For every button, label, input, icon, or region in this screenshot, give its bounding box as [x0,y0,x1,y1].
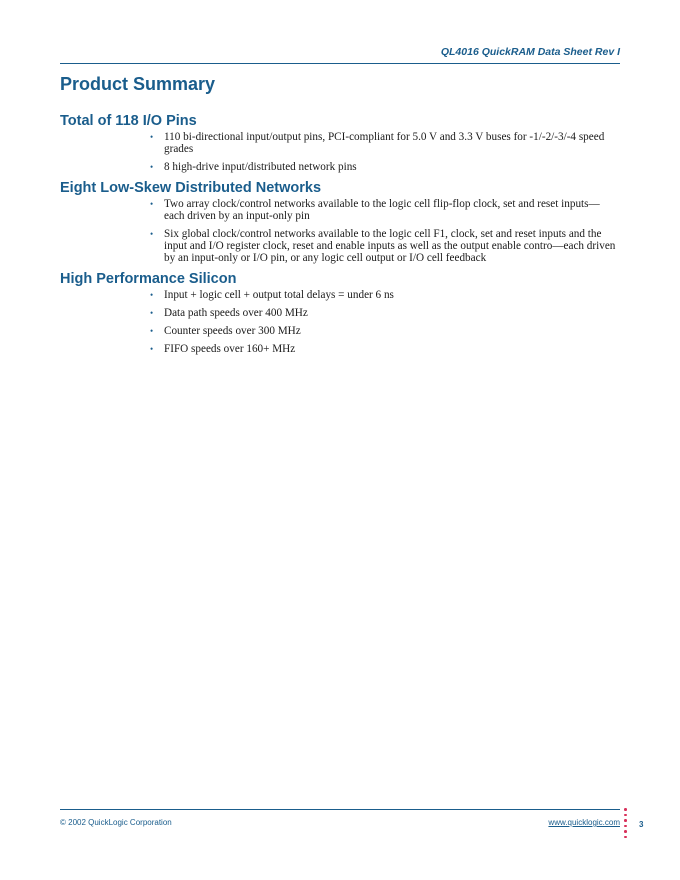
decorative-dots-icon [624,808,628,838]
content [60,112,620,362]
section-heading: High Performance Silicon [60,271,237,288]
bullet-icon: • [150,161,154,172]
section-networks [60,179,620,264]
bullet-icon: • [150,132,154,142]
footer-copyright: © 2002 QuickLogic Corporation [60,818,172,827]
bullet-icon: • [150,325,154,336]
list-item-text: 110 bi-directional input/output pins, PCI-compliant for 5.0 V and 3.3 V buses for -1/-2/-3/-4 speed grades [164,131,605,155]
list-item-text: Two array clock/control networks available to the logic cell flip-flop clock, set and reset inputs—each driven by an input-only pin [164,198,600,223]
list-item [150,290,620,302]
bullet-icon: • [150,290,154,301]
header-title: QL4016 QuickRAM Data Sheet Rev I [440,46,620,58]
bullet-icon: • [150,199,154,210]
bullet-list [60,132,620,173]
list-item [150,132,620,156]
header-divider [60,63,620,64]
list-item [150,326,620,338]
footer-divider [60,809,620,810]
list-item-text: Counter speeds over 300 MHz [164,324,301,337]
list-item-text: Input + logic cell + output total delays = under 6 ns [164,289,394,302]
list-item [150,344,620,356]
section-io-pins [60,112,620,173]
bullet-icon: • [150,228,154,239]
section-heading: Eight Low-Skew Distributed Networks [60,180,322,197]
bullet-icon: • [150,343,154,354]
list-item [150,308,620,320]
list-item [150,229,620,264]
list-item [150,162,620,174]
list-item-text: 8 high-drive input/distributed network pins [164,160,357,173]
bullet-list [60,290,620,355]
bullet-list [60,199,620,264]
section-heading: Total of 118 I/O Pins [60,113,197,129]
list-item-text: Data path speeds over 400 MHz [164,307,308,320]
list-item [150,199,620,223]
section-performance [60,270,620,355]
page-number: 3 [639,820,644,829]
bullet-icon: • [150,308,154,319]
list-item-text: Six global clock/control networks available to the logic cell F1, clock, set and reset inputs and the input and I/O register clock, reset and enable inputs as well as the output enable contro—each driven by an input-only or I/O pin, or any logic cell output or I/O cell feedback [164,227,616,264]
footer-website-link[interactable]: www.quicklogic.com [548,818,620,827]
page-title: Product Summary [60,74,216,94]
list-item-text: FIFO speeds over 160+ MHz [164,342,296,355]
